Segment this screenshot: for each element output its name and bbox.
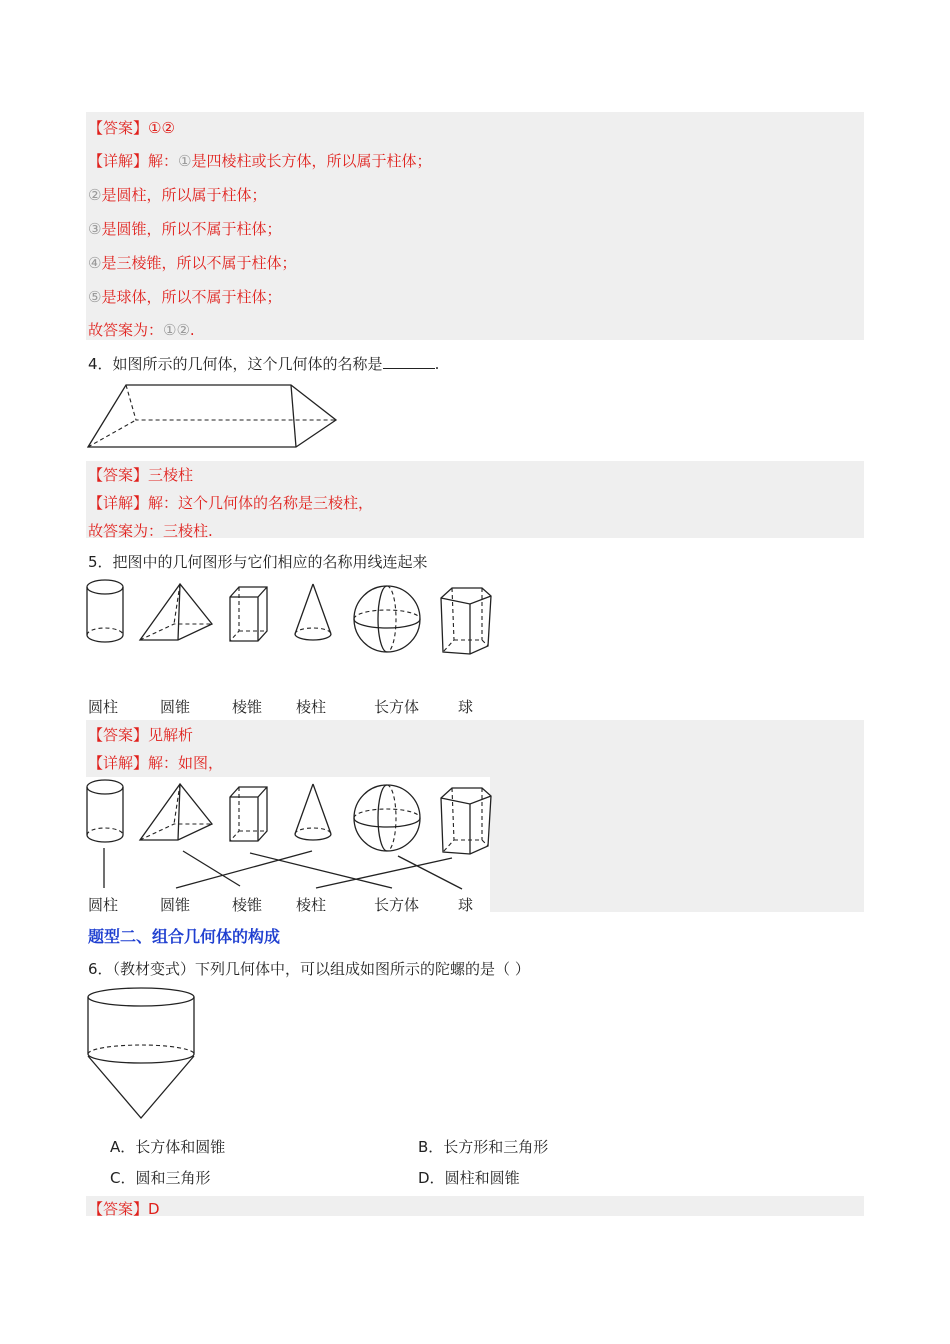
q3-detail-line-4: ④是三棱锥，所以不属于柱体；	[88, 254, 297, 272]
option-b[interactable]: B．长方形和三角形	[418, 1138, 549, 1156]
q6-question: 6．（教材变式）下列几何体中，可以组成如图所示的陀螺的是（ ）	[88, 960, 530, 978]
circled-number: ③	[88, 220, 102, 238]
circled-number: ①	[178, 152, 192, 170]
q4-answer-line: 【答案】三棱柱	[88, 466, 194, 484]
q5-answer-line: 【答案】见解析	[88, 726, 194, 744]
name-label-pyramid: 棱锥	[232, 896, 263, 914]
q3-detail-line-2: ②是圆柱，所以属于柱体；	[88, 186, 267, 204]
option-a[interactable]: A．长方体和圆锥	[110, 1138, 226, 1156]
name-label-prism: 棱柱	[296, 896, 327, 914]
name-label-sphere: 球	[458, 698, 474, 716]
q5-detail: 【详解】解：如图，	[88, 754, 224, 772]
q5-question: 5．把图中的几何图形与它们相应的名称用线连起来	[88, 553, 428, 571]
q3-detail-line-1: 【详解】解：①是四棱柱或长方体，所以属于柱体；	[88, 152, 432, 170]
name-label-cylinder: 圆柱	[88, 896, 119, 914]
answer-tag: 【答案】	[88, 119, 149, 137]
question-number: 6．	[88, 960, 113, 978]
detail-tag: 【详解】	[88, 152, 149, 170]
answer-value: ①②	[148, 119, 175, 137]
name-label-pyramid: 棱锥	[232, 698, 263, 716]
q4-conclusion: 故答案为：三棱柱.	[88, 522, 213, 540]
option-d[interactable]: D．圆柱和圆锥	[418, 1169, 520, 1187]
name-label-cuboid: 长方体	[374, 698, 420, 716]
question-number: 5．	[88, 553, 113, 571]
name-label-cylinder: 圆柱	[88, 698, 119, 716]
name-label-sphere: 球	[458, 896, 474, 914]
q6-answer-line: 【答案】D	[88, 1200, 160, 1218]
name-label-cuboid: 长方体	[374, 896, 420, 914]
name-label-cone: 圆锥	[160, 896, 191, 914]
q3-detail-line-3: ③是圆锥，所以不属于柱体；	[88, 220, 282, 238]
circled-number: ⑤	[88, 288, 102, 306]
spinning-top-figure	[86, 986, 200, 1120]
name-label-cone: 圆锥	[160, 698, 191, 716]
section-heading: 题型二、组合几何体的构成	[88, 927, 281, 946]
q3-detail-line-5: ⑤是球体，所以不属于柱体；	[88, 288, 282, 306]
option-c[interactable]: C．圆和三角形	[110, 1169, 211, 1187]
q3-conclusion: 故答案为：①②.	[88, 321, 195, 339]
q4-question: 4．如图所示的几何体，这个几何体的名称是 .	[88, 355, 440, 373]
q4-detail: 【详解】解：这个几何体的名称是三棱柱，	[88, 494, 374, 512]
circled-number: ②	[88, 186, 102, 204]
question-number: 4．	[88, 355, 113, 373]
circled-number: ④	[88, 254, 102, 272]
q6-answer-panel	[86, 1196, 864, 1216]
name-label-prism: 棱柱	[296, 698, 327, 716]
